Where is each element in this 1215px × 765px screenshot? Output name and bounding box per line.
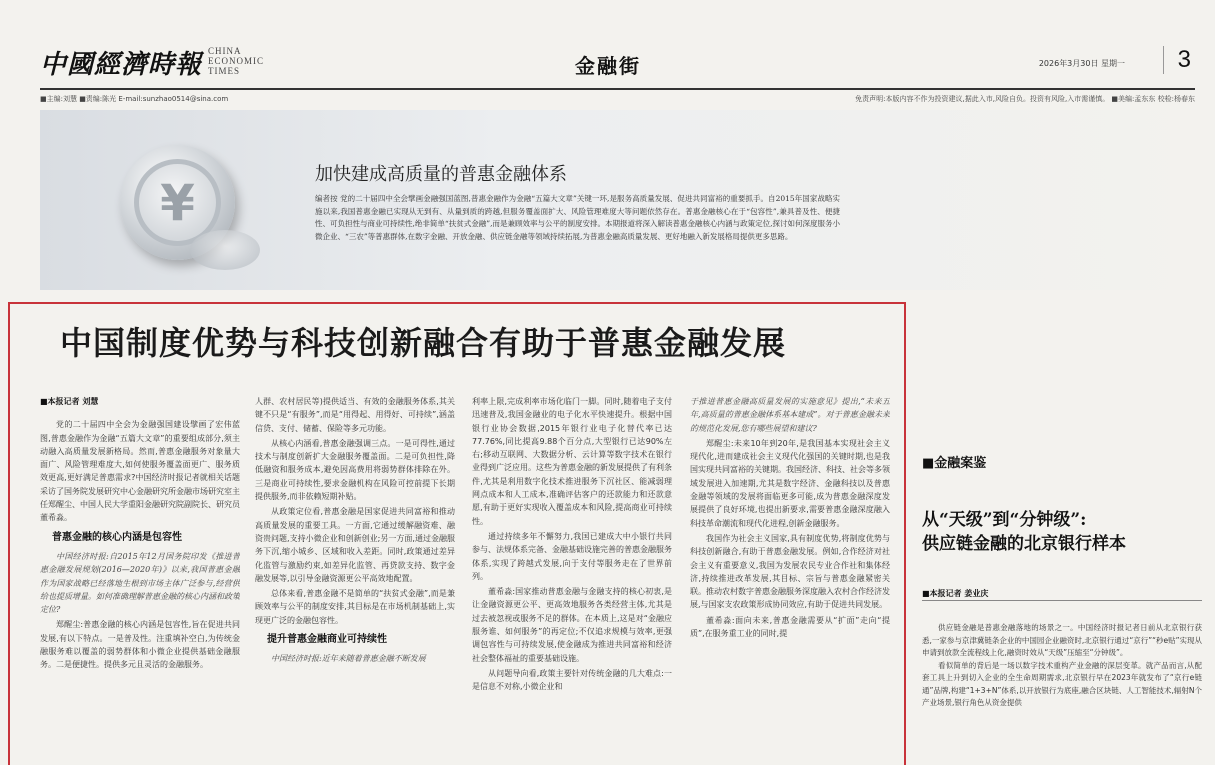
article-column-2 [255, 395, 455, 765]
article-paragraph: 党的二十届四中全会为金融强国建设擘画了宏伟蓝图,普惠金融作为金融“五篇大文章”的重要组成部分,须主动融入高质量发展新格局。然而,普惠金融服务对象量大面广、风险管理难度大,如何使服务覆盖面更广、服务质效更高,更好满足普惠需求?中国经济时报记者就相关话题采访了国务院发展研究中心金融研究所金融市场研究室主任郑醒尘、中国人民大学重阳金融研究院副院长、研究员董希淼。 [40, 420, 240, 523]
logo-en-line-1: CHINA [208, 46, 242, 56]
article-paragraph: 从问题导向看,政策主要针对传统金融的几大难点:一是信息不对称,小微企业和 [472, 668, 672, 692]
case-body [922, 622, 1202, 765]
yuan-symbol-icon: ¥ [134, 159, 221, 246]
article-paragraph: 通过持续多年不懈努力,我国已建成大中小银行共同参与、法规体系完备、金融基础设施完善的普惠金融服务体系,实现了跨越式发展,向于支付等服务走在了世界前列。 [472, 531, 672, 581]
article-paragraph: 总体来看,普惠金融不是简单的“扶贫式金融”,而是兼顾效率与公平的制度安排,其目标是在市场机制基础上,实现更广泛的金融包容性。 [255, 589, 455, 625]
interview-question: 中国经济时报:自2015年12月国务院印发《推进普惠金融发展规划(2016—2020年)》以来,我国普惠金融作为国家战略已经落地生根到市场主体广泛参与,经营供给也提质增量。如何准确理解普惠金融的核心内涵和政策定位? [40, 551, 240, 615]
case-byline: ■本报记者 姜业庆 [922, 589, 989, 598]
article-column-1 [40, 395, 240, 765]
article-paragraph: 人群、农村居民等)提供适当、有效的金融服务体系,其关键不只是“有服务”,而是“用得起、用得好、可持续”,涵盖信贷、支付、储蓄、保险等多元功能。 [255, 397, 455, 433]
issue-date: 2026年3月30日 星期一 [1038, 59, 1125, 68]
banner-title: 加快建成高质量的普惠金融体系 [315, 164, 567, 185]
article-column-3 [472, 395, 672, 765]
masthead [40, 40, 1195, 84]
editor-info: ■主编:刘慧 ■责编:陈光 E-mail:sunzhao0514@sina.com [40, 95, 229, 103]
case-paragraph: 供应链金融是普惠金融落地的场景之一。中国经济时报记者日前从北京银行获悉,一家参与京津冀链条企业的中国园企业融资时,北京银行通过“京行”“秒e贴”实现从申请到放款全流程线上化,融资时效从“天级”压缩至“分钟级”。 [922, 623, 1202, 657]
article-subheading: 普惠金融的核心内涵是包容性 [52, 531, 182, 543]
logo-en-line-3: TIMES [208, 66, 240, 76]
newspaper-logo-en [208, 46, 264, 76]
editor-note: 编者按 党的二十届四中全会擘画金融强国蓝图,普惠金融作为金融“五篇大文章”关键一环,是服务高质量发展、促进共同富裕的重要抓手。自2015年国家战略实施以来,我国普惠金融已实现从无到有、从量到质的跨越,但服务覆盖面扩大、风险管理难度大等问题依然存在。普惠金融核心在于“包容性”,兼具普及性、便捷性、可负担性与商业可持续性,绝非简单“扶贫式金融”,而是兼顾效率与公平的制度安排。本期报道将深入解读普惠金融核心内涵与政策定位,探讨如何深度服务小微企业、“三农”等普惠群体,在数字金融、开放金融、供应链金融等领域持续拓展,为普惠金融高质量发展、更好地融入新发展格局提供更多思路。 [315, 194, 840, 241]
case-headline [922, 508, 1202, 556]
interview-question: 中国经济时报:近年来随着普惠金融不断发展 [271, 654, 426, 664]
disclaimer-info: 免责声明:本版内容不作为投资建议,据此入市,风险自负。投资有风险,入市需谨慎。 ■美编:孟东东 校检:杨春东 [855, 95, 1195, 103]
interview-question: 于推进普惠金融高质量发展的实施意见》提出,“未来五年,高质量的普惠金融体系基本建成”。对于普惠金融未来的规范化发展,您有哪些展望和建议? [690, 397, 890, 433]
article-paragraph: 我国作为社会主义国家,具有制度优势,将制度优势与科技创新融合,有助于普惠金融发展。例如,合作经济对社会主义有重要意义,我国为发展农民专业合作社和集体经济,持续推进改革发展,其目标、宗旨与普惠金融紧密关联。推动农村数字普惠金融服务深度融入农村合作经济发展,与国家支农政策形成协同效应,有助于促进共同发展。 [690, 533, 890, 610]
masthead-rule [40, 88, 1195, 90]
article-paragraph: 董希淼:面向未来,普惠金融需要从“扩面”走向“提质”,在服务重工业的同时,提 [690, 615, 890, 639]
case-paragraph: 看似简单的背后是一场以数字技术重构产业金融的深层变革。就产品而言,从配套工具上升到切入企业的全生命周期需求,北京银行早在2023年就发布了“京行e链通”品牌,构建“1+3+N”体系,以开放银行为底座,融合区块链、人工智能技术,辐射N个产业场景,银行角色从资金提供 [922, 660, 1202, 707]
case-headline-line-2: 供应链金融的北京银行样本 [922, 534, 1126, 554]
article-subheading: 提升普惠金融商业可持续性 [267, 634, 387, 646]
case-rule [922, 600, 1202, 601]
article-byline: ■本报记者 刘慧 [40, 397, 99, 406]
article-paragraph: 郑醒尘:未来10年到20年,是我国基本实现社会主义现代化,进而建成社会主义现代化强国的关键时期,也是我国实现共同富裕的关键期。我国经济、科技、社会等多领域发展进入加速期,尤其是数字经济、金融科技以及普惠金融等领域的发展将面临更多可能,成为普惠金融深度发展提供了良好环境,也提出新要求,需要普惠金融深度融入科技革命潮流和现代化进程,创新金融服务。 [690, 438, 890, 528]
newspaper-logo: 中國經濟時報 [40, 50, 203, 80]
article-paragraph: 从核心内涵看,普惠金融强调三点。一是可得性,通过技术与制度创新扩大金融服务覆盖面。二是可负担性,降低融资和服务成本,避免因高费用将弱势群体排除在外。三是商业可持续性,要求金融机构在风险可控前提下长期提供服务,而非依赖短期补贴。 [255, 438, 455, 502]
article-column-4 [690, 395, 890, 765]
article-headline: 中国制度优势与科技创新融合有助于普惠金融发展 [60, 324, 787, 362]
article-paragraph: 从政策定位看,普惠金融是国家促进共同富裕和推动高质量发展的重要工具。一方面,它通过缓解融资难、融资贵问题,支持小微企业和创新创业;另一方面,通过金融服务下沉,缩小城乡、区域和收入差距。同时,政策通过差异化监管与激励约束,如差异化监管、再贷款支持、数字金融发展等,以引导金融资源更公平高效地配置。 [255, 507, 455, 583]
case-headline-line-1: 从“天级”到“分钟级”: [922, 510, 1087, 530]
article-paragraph: 董希淼:国家推动普惠金融与金融支持的核心初衷,是让金融资源更公平、更高效地服务各类经营主体,尤其是过去被忽视或服务不足的群体。在本质上,这是对“金融应服务谁、如何服务”的再定位;不仅追求规模与效率,更强调包容性与可持续发展,使金融成为推进共同富裕和经济社会整体福祉的重要基础设施。 [472, 587, 672, 663]
article-paragraph: 利率上限,完成利率市场化临门一脚。同时,随着电子支付迅速普及,我国金融业的电子化水平快速提升。根据中国银行业协会数据,2015年银行业电子化替代率已达77.76%,同比提高9.88个百分点,大型银行已达90%左右;移动互联网、大数据分析、云计算等数字技术在银行业得到广泛应用。这些为普惠金融的新发展提供了有利条件,尤其是利用数字化技术推进服务下沉社区、能减弱理网点成本和人工成本,准确评估客户的还款能力和还款意愿,有助于更好实现收入覆盖成本和风险,提高商业可持续性。 [472, 397, 672, 526]
section-title: 金融街 [575, 54, 641, 78]
page-number: 3 [1163, 46, 1191, 74]
logo-en-line-2: ECONOMIC [208, 56, 265, 66]
coin-reflection-icon [190, 230, 260, 270]
article-paragraph: 郑醒尘:普惠金融的核心内涵是包容性,旨在促进共同发展,有以下特点。一是普及性。注重填补空白,为传统金融服务难以覆盖的弱势群体和小微企业提供基础金融服务。二是便捷性。提供多元且灵活的金融服务。 [40, 620, 240, 670]
case-section-label: ■金融案鉴 [922, 456, 987, 471]
